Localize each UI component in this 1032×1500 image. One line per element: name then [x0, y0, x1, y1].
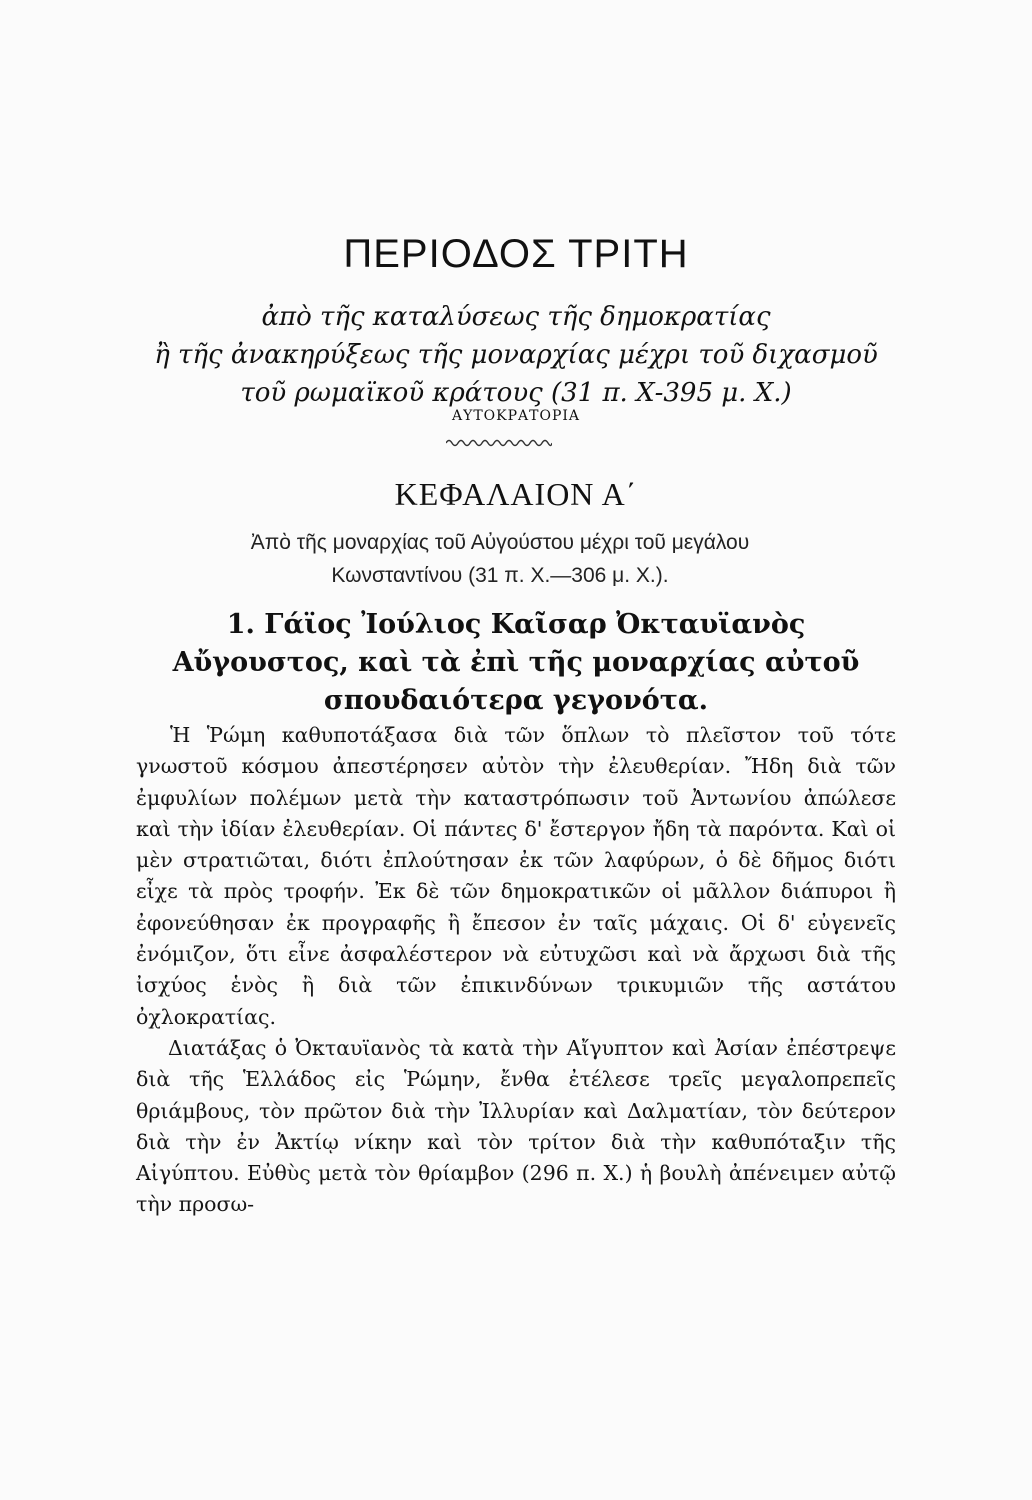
period-label: ΑΥΤΟΚΡΑΤΟΡΙΑ	[451, 408, 581, 424]
section-heading-line: 1. Γάϊος Ἰούλιος Καῖσαρ Ὀκταυϊανὸς	[226, 609, 806, 640]
chapter-subtitle-line: Κωνσταντίνου (31 π. Χ.—306 μ. Χ.).	[331, 564, 669, 587]
chapter-subtitle	[180, 526, 820, 592]
period-subtitle	[120, 298, 912, 412]
period-subtitle-line: τοῦ ρωμαϊκοῦ κράτους (31 π. Χ-395 μ. Χ.)	[240, 378, 792, 408]
section-heading-line: Αὔγουστος, καὶ τὰ ἐπὶ τῆς μοναρχίας αὐτοῦ	[172, 647, 860, 678]
chapter-subtitle-line: Ἀπὸ τῆς μοναρχίας τοῦ Αὐγούστου μέχρι τοῦ μεγάλου	[250, 531, 750, 554]
period-title: ΠΕΡΙΟΔΟΣ ΤΡΙΤΗ	[343, 232, 689, 276]
chapter-title: ΚΕΦΑΛΑΙΟΝ Α΄	[394, 476, 638, 512]
paragraph: Ἡ Ῥώμη καθυποτάξασα διὰ τῶν ὅπλων τὸ πλεῖστον τοῦ τότε γνωστοῦ κόσμου ἀπεστέρησεν αὐτὸν τὴν ἐλευθερίαν. Ἤδη διὰ τῶν ἐμφυλίων πολέμων μετὰ τὴν καταστρόπωσιν τοῦ Ἀντωνίου ἀπώλεσε καὶ τὴν ἰδίαν ἐλευθερίαν. Οἱ πάντες δ' ἔστεργον ἤδη τὰ παρόντα. Καὶ οἱ μὲν στρατιῶται, διότι ἐπλούτησαν ἐκ τῶν λαφύρων, ὁ δὲ δῆμος διότι εἶχε τὰ πρὸς τροφήν. Ἐκ δὲ τῶν δημοκρατικῶν οἱ μᾶλλον διάπυροι ἢ ἐφονεύθησαν ἐκ προγραφῆς ἢ ἔπεσον ἐν ταῖς μάχαις. Οἱ δ' εὐγενεῖς ἐνόμιζον, ὅτι εἶνε ἀσφαλέστερον νὰ εὐτυχῶσι καὶ νὰ ἄρχωσι διὰ τῆς ἰσχύος ἑνὸς ἢ διὰ τῶν ἐπικινδύνων τρικυμιῶν τῆς αστάτου ὀχλοκρατίας.	[136, 723, 896, 1029]
body-text	[136, 720, 896, 1221]
period-subtitle-line: ἢ τῆς ἀνακηρύξεως τῆς μοναρχίας μέχρι τοῦ διχασμοῦ	[154, 340, 878, 370]
section-heading-line: σπουδαιότερα γεγονότα.	[323, 685, 709, 716]
section-heading	[150, 606, 882, 720]
paragraph: Διατάξας ὁ Ὀκταυϊανὸς τὰ κατὰ τὴν Αἴγυπτον καὶ Ἀσίαν ἐπέστρεψε διὰ τῆς Ἑλλάδος εἰς Ῥώμην, ἔνθα ἐτέλεσε τρεῖς μεγαλοπρεπεῖς θριάμβους, τὸν πρῶτον διὰ τὴν Ἰλλυρίαν καὶ Δαλματίαν, τὸν δεύτερον διὰ τὴν ἐν Ἀκτίῳ νίκην καὶ τὸν τρίτον διὰ τὴν καθυπόταξιν τῆς Αἰγύπτου. Εὐθὺς μετὰ τὸν θρίαμβον (296 π. Χ.) ἡ βουλὴ ἀπένειμεν αὐτῷ τὴν προσω-	[136, 1035, 896, 1217]
period-subtitle-line: ἀπὸ τῆς καταλύσεως τῆς δημοκρατίας	[261, 302, 771, 332]
wavy-divider-ornament	[446, 436, 552, 450]
